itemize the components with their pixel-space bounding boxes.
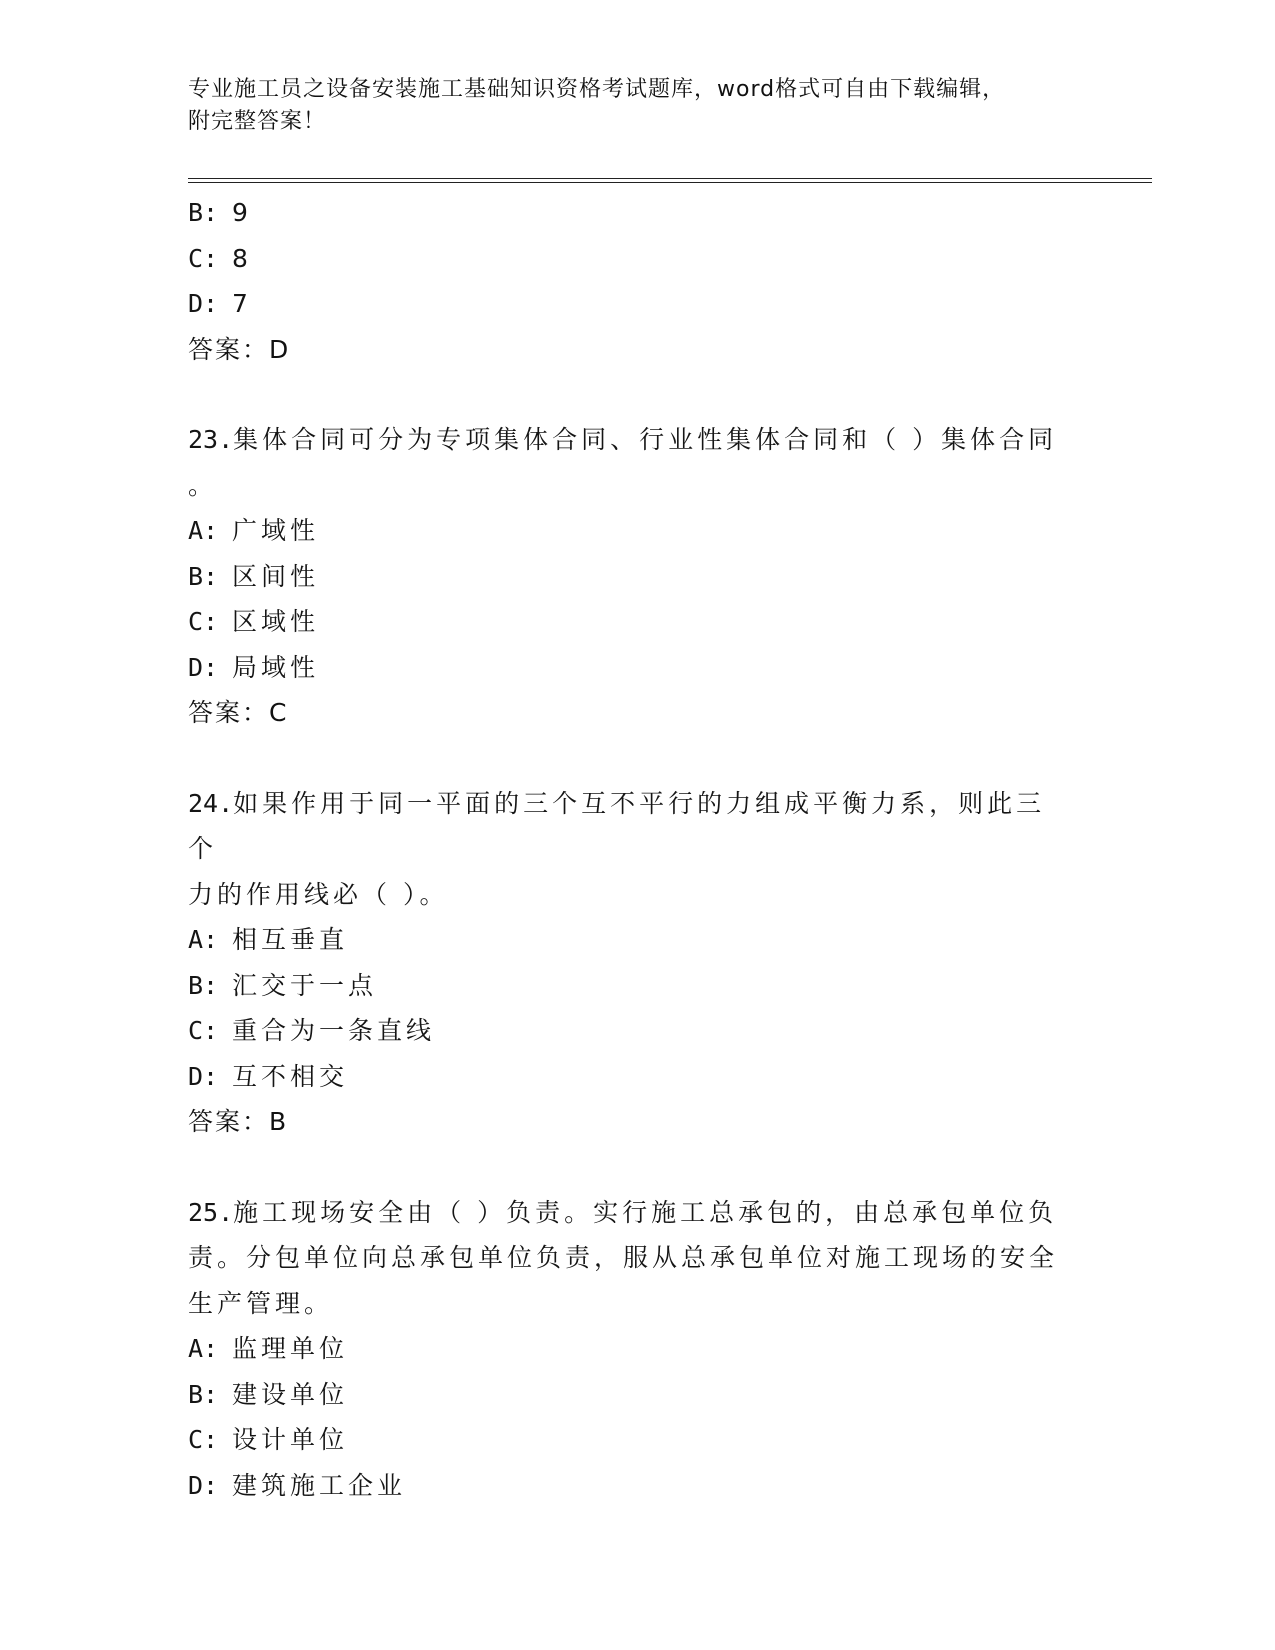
option-letter: B: bbox=[188, 970, 219, 1000]
option-text: 局域性 bbox=[232, 652, 320, 682]
question-text-line bbox=[188, 1190, 1068, 1236]
question-text: 集体合同可分为专项集体合同、行业性集体合同和（ ）集体合同 bbox=[233, 425, 1058, 454]
option-letter: B: bbox=[188, 198, 219, 227]
option-text: 7 bbox=[232, 289, 252, 318]
question-text-line bbox=[188, 781, 1068, 872]
option-row bbox=[188, 1417, 1088, 1463]
option-text: 设计单位 bbox=[232, 1425, 349, 1454]
option-row bbox=[188, 236, 1088, 282]
option-text: 建筑施工企业 bbox=[232, 1470, 407, 1500]
option-row bbox=[188, 508, 1088, 554]
prev-question-block bbox=[188, 190, 1088, 372]
option-row bbox=[188, 281, 1088, 327]
question-23-block bbox=[188, 417, 1088, 736]
option-letter: B: bbox=[188, 561, 219, 591]
answer-line: 答案：D bbox=[188, 334, 291, 364]
option-letter: A: bbox=[188, 516, 219, 545]
question-number: 23. bbox=[188, 425, 234, 454]
header-divider-top bbox=[188, 178, 1152, 179]
question-text: 施工现场安全由（ ）负责。实行施工总承包的，由总承包单位负 bbox=[233, 1197, 1058, 1227]
question-text-line: 责。分包单位向总承包单位负责，服从总承包单位对施工现场的安全 bbox=[188, 1243, 1059, 1272]
option-row bbox=[188, 1463, 1088, 1509]
question-number: 25. bbox=[188, 1197, 234, 1227]
option-text: 9 bbox=[232, 198, 252, 227]
option-row bbox=[188, 190, 1088, 236]
option-text: 区间性 bbox=[232, 561, 320, 591]
document-header bbox=[188, 74, 1068, 138]
option-letter: B: bbox=[188, 1379, 219, 1409]
option-letter: D: bbox=[188, 289, 219, 318]
option-row bbox=[188, 1372, 1088, 1418]
option-row bbox=[188, 645, 1088, 691]
option-letter: D: bbox=[188, 1061, 219, 1091]
option-letter: D: bbox=[188, 652, 219, 682]
option-text: 监理单位 bbox=[232, 1334, 349, 1363]
option-row bbox=[188, 554, 1088, 600]
option-row bbox=[188, 917, 1088, 963]
option-letter: A: bbox=[188, 925, 219, 954]
option-row bbox=[188, 963, 1088, 1009]
option-text: 8 bbox=[232, 243, 252, 273]
option-letter: C: bbox=[188, 1016, 219, 1045]
option-text: 重合为一条直线 bbox=[232, 1016, 436, 1045]
option-text: 相互垂直 bbox=[232, 925, 349, 954]
option-row bbox=[188, 1008, 1088, 1054]
question-text-line bbox=[188, 417, 1068, 463]
option-letter: C: bbox=[188, 1425, 219, 1454]
option-row bbox=[188, 1326, 1088, 1372]
option-letter: D: bbox=[188, 1470, 219, 1500]
question-text-line: 力的作用线必（ ）。 bbox=[188, 879, 449, 909]
option-letter: C: bbox=[188, 607, 219, 636]
question-text-line: 生产管理。 bbox=[188, 1288, 334, 1318]
option-row bbox=[188, 1054, 1088, 1100]
header-line-1: 专业施工员之设备安装施工基础知识资格考试题库，word格式可自由下载编辑， bbox=[188, 77, 1006, 102]
question-25-block bbox=[188, 1190, 1088, 1509]
spacer bbox=[188, 372, 1088, 417]
header-divider-bottom bbox=[188, 182, 1152, 183]
question-text-line: 。 bbox=[188, 470, 218, 500]
answer-line: 答案：B bbox=[188, 1107, 289, 1136]
option-text: 建设单位 bbox=[232, 1379, 349, 1409]
question-24-block bbox=[188, 781, 1088, 1145]
option-text: 汇交于一点 bbox=[232, 970, 378, 1000]
question-content bbox=[188, 190, 1088, 1508]
option-text: 互不相交 bbox=[232, 1061, 349, 1091]
option-letter: C: bbox=[188, 243, 219, 273]
option-text: 区域性 bbox=[232, 607, 320, 636]
option-row bbox=[188, 599, 1088, 645]
question-number: 24. bbox=[188, 788, 234, 818]
spacer bbox=[188, 1145, 1088, 1190]
spacer bbox=[188, 736, 1088, 781]
option-letter: A: bbox=[188, 1334, 219, 1363]
header-line-2: 附完整答案！ bbox=[188, 109, 327, 134]
option-text: 广域性 bbox=[232, 516, 320, 545]
question-text: 如果作用于同一平面的三个互不平行的力组成平衡力系，则此三个 bbox=[188, 788, 1046, 863]
answer-line: 答案：C bbox=[188, 698, 289, 727]
